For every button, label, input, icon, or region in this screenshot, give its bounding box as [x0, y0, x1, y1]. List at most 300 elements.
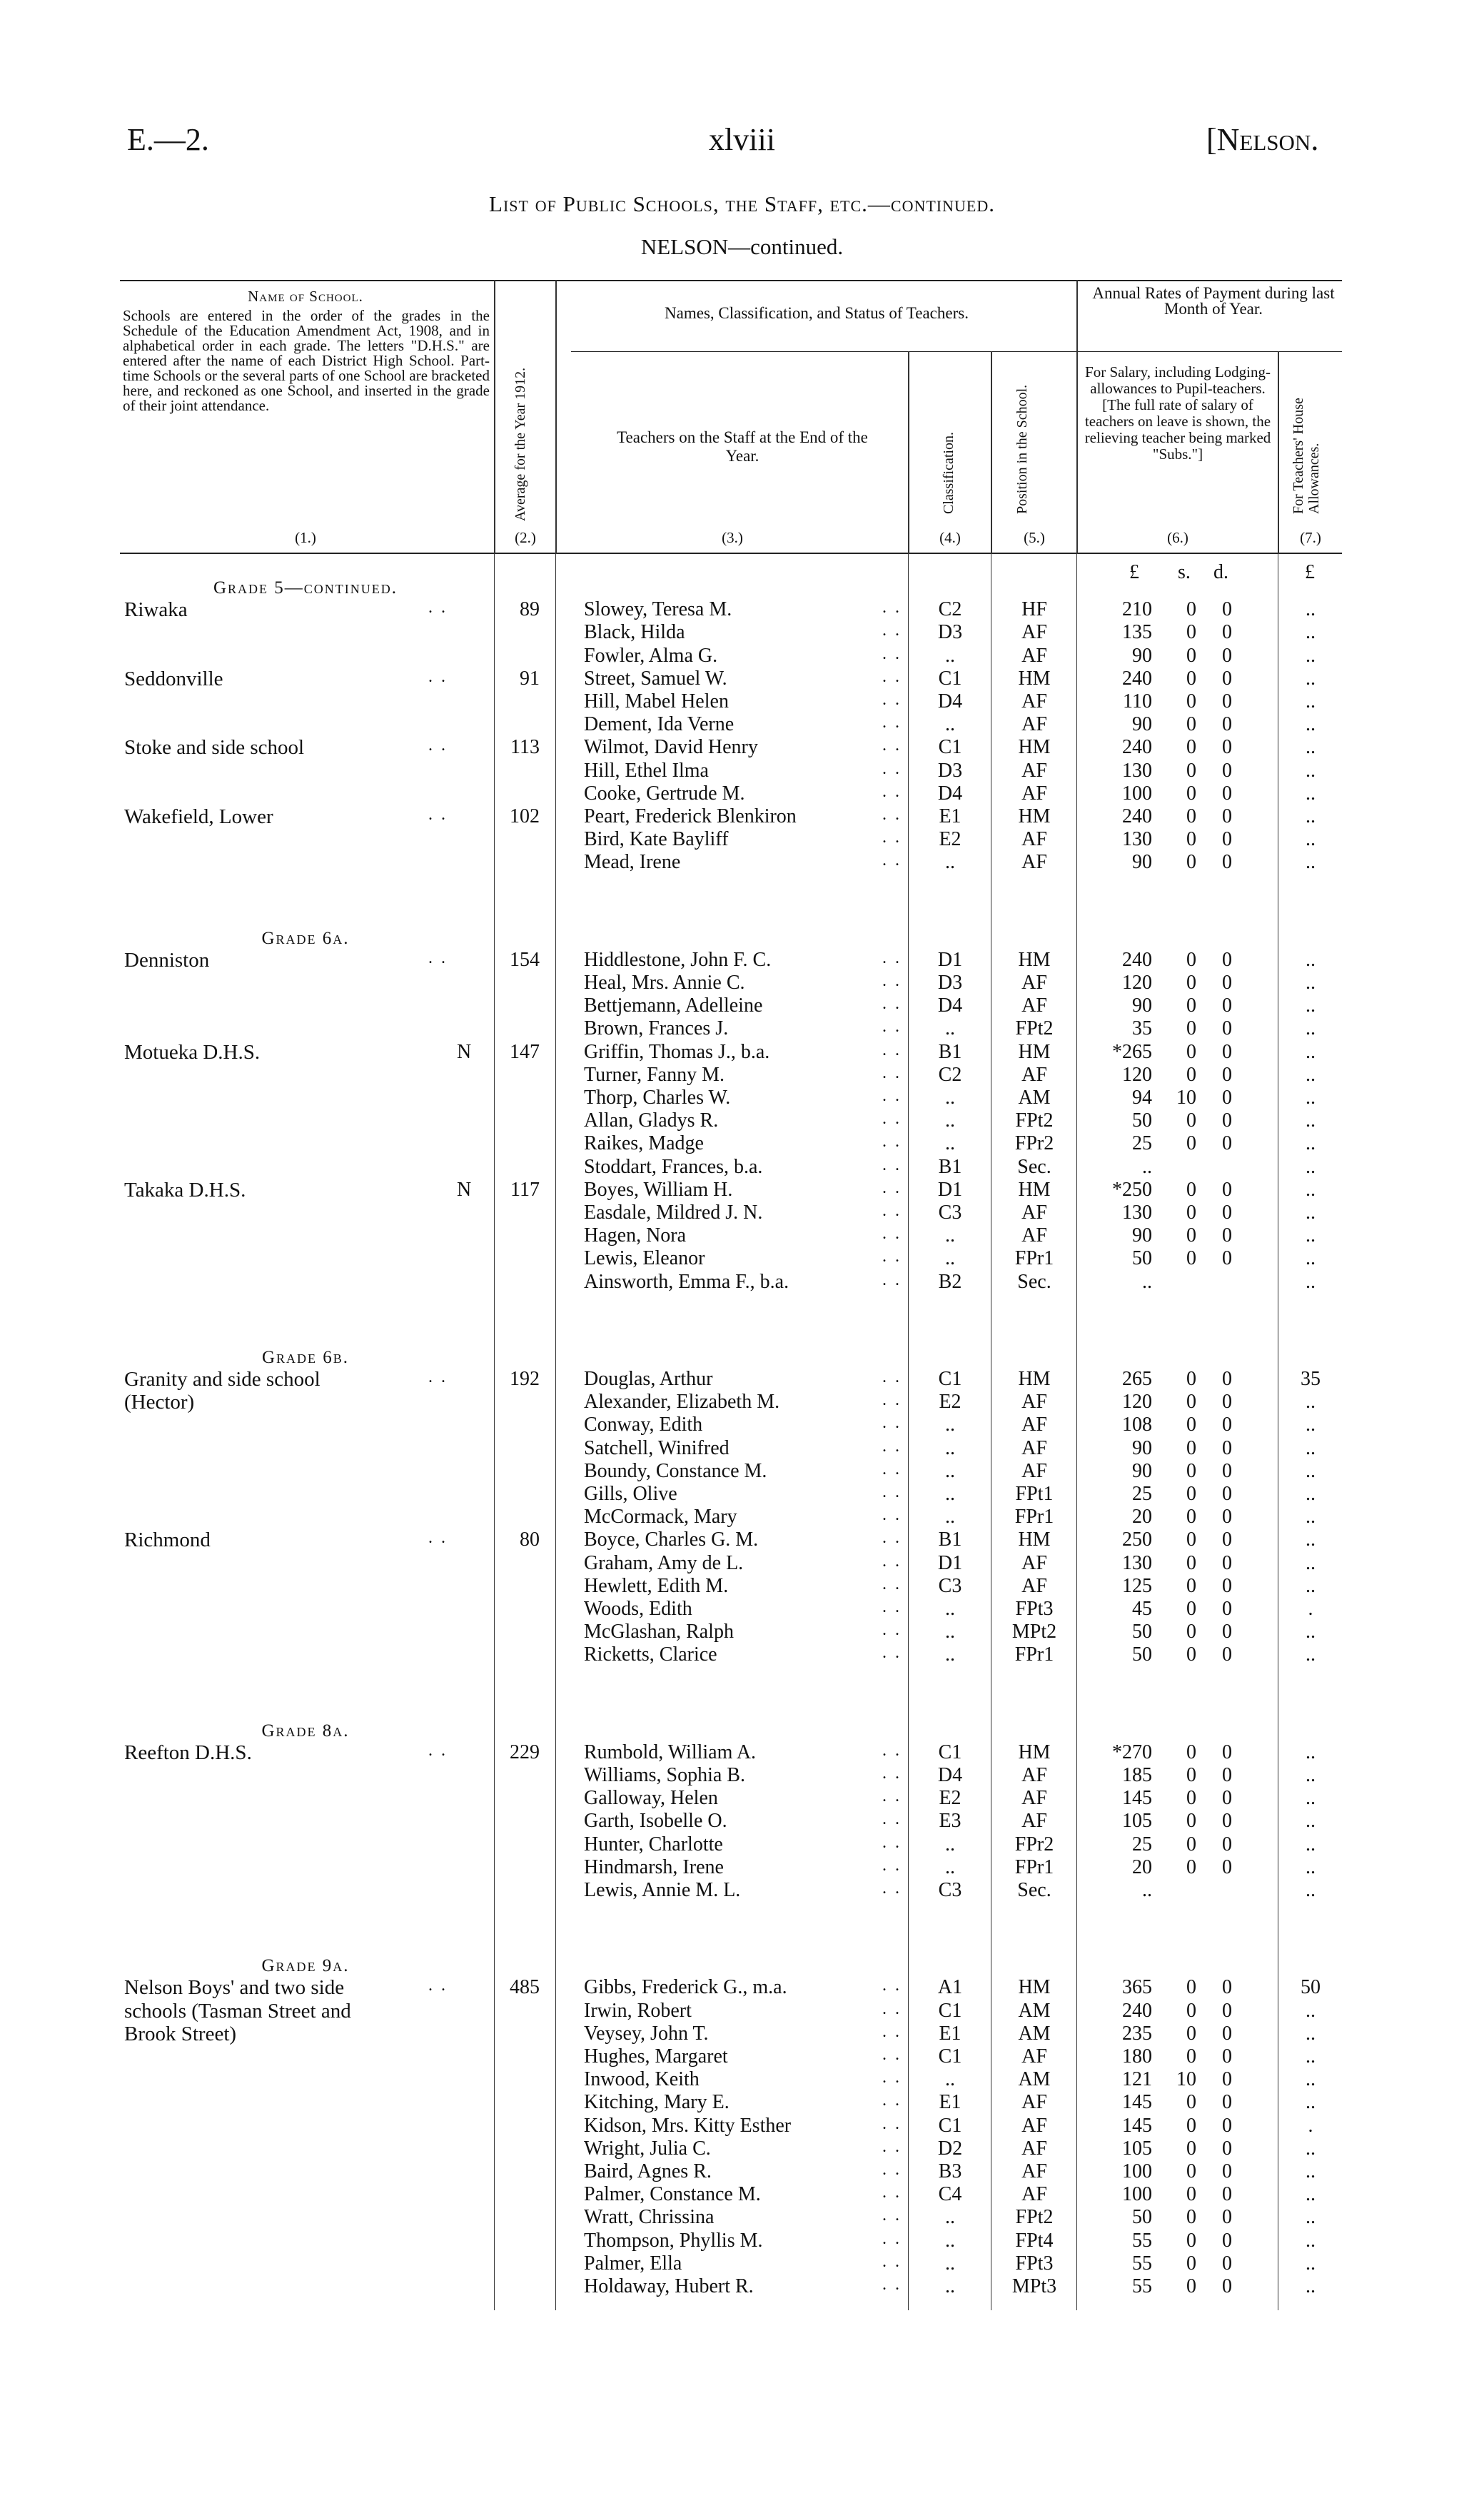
salary-pence: 0: [1222, 736, 1232, 759]
teacher-name: Veysey, John T.: [584, 2022, 709, 2045]
salary-pounds: ..: [1142, 1155, 1152, 1178]
salary-pence: 0: [1222, 2252, 1232, 2275]
classification: ..: [945, 1132, 955, 1155]
school-name: (Hector): [124, 1391, 195, 1414]
salary-pence: 0: [1222, 2229, 1232, 2252]
salary-shillings: 0: [1186, 782, 1196, 805]
col1-title: Name of School.: [248, 288, 363, 305]
salary-shillings: 0: [1186, 2229, 1196, 2252]
position: AM: [1018, 2068, 1051, 2091]
salary-pence: 0: [1222, 1132, 1232, 1155]
salary-pence: 0: [1222, 1999, 1232, 2022]
house-allowance: ..: [1306, 1529, 1316, 1551]
classification: B1: [938, 1040, 962, 1063]
salary-pence: 0: [1222, 2045, 1232, 2068]
position: FPr1: [1014, 1247, 1054, 1270]
house-allowance: ..: [1306, 2229, 1316, 2252]
salary-pounds: 265: [1122, 1368, 1152, 1390]
classification: ..: [945, 2068, 955, 2091]
salary-pounds: 100: [1122, 2160, 1152, 2182]
salary-shillings: 0: [1186, 1459, 1196, 1482]
house-allowance: ..: [1306, 1741, 1316, 1763]
house-allowance: ..: [1306, 644, 1316, 667]
position: AF: [1021, 828, 1047, 851]
house-allowance: ..: [1306, 1132, 1316, 1155]
classification: D3: [937, 759, 963, 782]
salary-pounds: 25: [1132, 1833, 1152, 1855]
classification: D4: [937, 782, 963, 805]
house-allowance: ..: [1306, 805, 1316, 827]
unit-shillings: s.: [1178, 561, 1191, 583]
grade-heading: Grade 8a.: [261, 1721, 350, 1741]
teacher-name: Hunter, Charlotte: [584, 1833, 723, 1855]
classification: D4: [937, 1764, 963, 1786]
salary-pounds: 20: [1132, 1855, 1152, 1878]
leader-dots: . .: [882, 2229, 902, 2248]
leader-dots: . .: [882, 1643, 902, 1663]
teacher-name: Wilmot, David Henry: [584, 736, 758, 759]
house-allowance: ..: [1306, 2022, 1316, 2045]
col5-title: Position in the School.: [1014, 384, 1030, 514]
salary-pence: 0: [1222, 2275, 1232, 2297]
leader-dots: . .: [882, 2068, 902, 2088]
salary-pounds: 120: [1122, 1063, 1152, 1086]
leader-dots: . .: [428, 598, 448, 618]
position: FPr2: [1014, 1833, 1054, 1855]
house-allowance: ..: [1306, 690, 1316, 712]
salary-shillings: 0: [1186, 2045, 1196, 2068]
leader-dots: . .: [882, 1414, 902, 1433]
house-allowance: ..: [1306, 598, 1316, 621]
salary-pence: 0: [1222, 690, 1232, 712]
leader-dots: . .: [882, 782, 902, 801]
position: AM: [1018, 1999, 1051, 2022]
classification: ..: [945, 1483, 955, 1505]
salary-shillings: 0: [1186, 1178, 1196, 1201]
salary-pounds: 45: [1132, 1598, 1152, 1620]
page-ref-right: [Nelson.: [1206, 122, 1319, 157]
average-attendance: 154: [510, 948, 540, 971]
classification: D2: [937, 2137, 963, 2160]
salary-pounds: 145: [1122, 2114, 1152, 2137]
position: AF: [1021, 1414, 1047, 1436]
leader-dots: . .: [882, 1368, 902, 1386]
classification: C3: [938, 1574, 962, 1597]
leader-dots: . .: [428, 1368, 448, 1386]
school-name: Brook Street): [124, 2022, 237, 2045]
salary-pence: 0: [1222, 1391, 1232, 1414]
house-allowance: ..: [1306, 736, 1316, 759]
salary-pounds: 50: [1132, 2206, 1152, 2229]
salary-shillings: 0: [1186, 1574, 1196, 1597]
teacher-name: Cooke, Gertrude M.: [584, 782, 745, 805]
leader-dots: . .: [882, 1879, 902, 1898]
classification: C1: [938, 667, 962, 690]
leader-dots: . .: [882, 2114, 902, 2133]
house-allowance: ..: [1306, 1414, 1316, 1436]
salary-shillings: 0: [1186, 1436, 1196, 1459]
leader-dots: . .: [882, 690, 902, 709]
position: HM: [1018, 1529, 1051, 1551]
teacher-name: Gills, Olive: [584, 1483, 677, 1505]
leader-dots: . .: [428, 805, 448, 824]
salary-pence: 0: [1222, 1506, 1232, 1529]
leader-dots: . .: [882, 1109, 902, 1129]
salary-shillings: 0: [1186, 1741, 1196, 1763]
average-attendance: 147: [510, 1040, 540, 1063]
salary-pence: 0: [1222, 1459, 1232, 1482]
teacher-name: Lewis, Annie M. L.: [584, 1879, 741, 1901]
grade-heading: Grade 6b.: [261, 1347, 350, 1367]
salary-pence: 0: [1222, 1529, 1232, 1551]
leader-dots: . .: [882, 2022, 902, 2041]
salary-pounds: 121: [1122, 2068, 1152, 2091]
classification: ..: [945, 1598, 955, 1620]
house-allowance: ..: [1306, 1270, 1316, 1293]
salary-shillings: 0: [1186, 1643, 1196, 1666]
salary-pounds: 145: [1122, 2091, 1152, 2114]
leader-dots: . .: [428, 736, 448, 755]
position: AF: [1021, 2091, 1047, 2114]
leader-dots: . .: [882, 1810, 902, 1829]
page-title: List of Public Schools, the Staff, etc.—continued.: [489, 191, 995, 216]
classification: ..: [945, 644, 955, 667]
house-allowance: ..: [1306, 1999, 1316, 2022]
position: HM: [1018, 1368, 1051, 1390]
teacher-name: Inwood, Keith: [584, 2068, 700, 2091]
position: HM: [1018, 1741, 1051, 1763]
classification: B2: [938, 1270, 962, 1293]
salary-pounds: 240: [1122, 1999, 1152, 2022]
salary-pounds: 108: [1122, 1414, 1152, 1436]
teacher-name: Griffin, Thomas J., b.a.: [584, 1040, 770, 1063]
classification: E2: [939, 1787, 961, 1810]
salary-shillings: 0: [1186, 1810, 1196, 1833]
position: FPt3: [1015, 2252, 1054, 2275]
leader-dots: . .: [882, 2091, 902, 2110]
teacher-name: Peart, Frederick Blenkiron: [584, 805, 797, 827]
classification: C1: [938, 1368, 962, 1390]
leader-dots: . .: [882, 1483, 902, 1501]
salary-shillings: 0: [1186, 1833, 1196, 1855]
average-attendance: 192: [510, 1368, 540, 1390]
position: MPt2: [1011, 1621, 1057, 1643]
house-allowance: ..: [1306, 1787, 1316, 1810]
teacher-name: Ricketts, Clarice: [584, 1643, 717, 1666]
position: FPt2: [1015, 1017, 1054, 1040]
leader-dots: . .: [882, 1506, 902, 1525]
house-allowance: ..: [1306, 2160, 1316, 2182]
salary-pounds: 20: [1132, 1506, 1152, 1529]
classification: ..: [945, 1017, 955, 1040]
salary-pence: 0: [1222, 621, 1232, 644]
classification: ..: [945, 1109, 955, 1132]
salary-shillings: 0: [1186, 1529, 1196, 1551]
salary-pounds: 130: [1122, 1202, 1152, 1224]
classification: D1: [937, 1551, 963, 1574]
house-allowance: ..: [1306, 1017, 1316, 1040]
house-allowance: ..: [1306, 994, 1316, 1017]
teacher-name: Holdaway, Hubert R.: [584, 2275, 754, 2297]
salary-pounds: 90: [1132, 1436, 1152, 1459]
classification: E1: [939, 2091, 961, 2114]
position: AF: [1021, 851, 1047, 874]
salary-shillings: 0: [1186, 1132, 1196, 1155]
position: Sec.: [1017, 1155, 1051, 1178]
classification: ..: [945, 1621, 955, 1643]
position: FPt1: [1015, 1483, 1054, 1505]
teacher-name: Hagen, Nora: [584, 1224, 687, 1247]
salary-pence: 0: [1222, 1551, 1232, 1574]
salary-pence: 0: [1222, 1087, 1232, 1109]
position: AF: [1021, 1224, 1047, 1247]
position: AF: [1021, 2114, 1047, 2137]
classification: C1: [938, 2114, 962, 2137]
classification: D3: [937, 621, 963, 644]
salary-pence: 0: [1222, 1643, 1232, 1666]
house-allowance: ..: [1306, 1621, 1316, 1643]
school-name: Takaka D.H.S.: [124, 1178, 246, 1202]
teacher-name: Mead, Irene: [584, 851, 681, 874]
house-allowance: ..: [1306, 1574, 1316, 1597]
leader-dots: . .: [882, 1459, 902, 1479]
col3-title: Teachers on the Staff at the End of the Year.: [617, 428, 868, 465]
position: Sec.: [1017, 1270, 1051, 1293]
position: FPr1: [1014, 1506, 1054, 1529]
salary-pence: 0: [1222, 2160, 1232, 2182]
classification: ..: [945, 1643, 955, 1666]
salary-pounds: 145: [1122, 1787, 1152, 1810]
classification: ..: [945, 1247, 955, 1270]
teacher-name: Hill, Mabel Helen: [584, 690, 729, 712]
salary-shillings: 0: [1186, 972, 1196, 994]
house-allowance: ..: [1306, 1855, 1316, 1878]
salary-pence: 0: [1222, 1621, 1232, 1643]
position: HM: [1018, 1040, 1051, 1063]
salary-shillings: 0: [1186, 2137, 1196, 2160]
teacher-name: Black, Hilda: [584, 621, 685, 644]
classification: ..: [945, 1436, 955, 1459]
classification: ..: [945, 2252, 955, 2275]
leader-dots: . .: [882, 2160, 902, 2179]
salary-pence: 0: [1222, 1574, 1232, 1597]
teacher-name: Williams, Sophia B.: [584, 1764, 745, 1786]
salary-pence: 0: [1222, 644, 1232, 667]
salary-pounds: 250: [1122, 1529, 1152, 1551]
leader-dots: . .: [882, 1063, 902, 1082]
average-attendance: 229: [510, 1741, 540, 1763]
classification: C1: [938, 1741, 962, 1763]
leader-dots: . .: [882, 1598, 902, 1616]
salary-pounds: 50: [1132, 1643, 1152, 1666]
position: AF: [1021, 1574, 1047, 1597]
col4-number: (4.): [939, 529, 961, 546]
teacher-name: Street, Samuel W.: [584, 667, 727, 690]
house-allowance: ..: [1306, 1483, 1316, 1505]
classification: ..: [945, 1224, 955, 1247]
position: AF: [1021, 1810, 1047, 1833]
salary-pence: 0: [1222, 2068, 1232, 2091]
leader-dots: . .: [882, 1529, 902, 1548]
teacher-name: Palmer, Constance M.: [584, 2183, 761, 2206]
leader-dots: . .: [882, 1224, 902, 1244]
dhs-flag: N: [457, 1040, 472, 1063]
classification: ..: [945, 1506, 955, 1529]
house-allowance: ..: [1306, 1643, 1316, 1666]
grade-heading: Grade 6a.: [261, 928, 350, 948]
salary-pence: 0: [1222, 1833, 1232, 1855]
salary-pounds: *270: [1112, 1741, 1152, 1763]
salary-shillings: 0: [1186, 851, 1196, 874]
salary-pounds: 90: [1132, 644, 1152, 667]
average-attendance: 91: [520, 667, 540, 690]
salary-pounds: 240: [1122, 805, 1152, 827]
grade-heading: Grade 9a.: [261, 1956, 350, 1976]
salary-pounds: 130: [1122, 759, 1152, 782]
position: AF: [1021, 2045, 1047, 2068]
teacher-name: McGlashan, Ralph: [584, 1621, 734, 1643]
position: AF: [1021, 759, 1047, 782]
salary-pence: 0: [1222, 1063, 1232, 1086]
col1-description: Schools are entered in the order of the grades in the Schedule of the Education Amendment Act, 1908, and in alphabetical order in each grade. The letters "D.H.S." are entered after the name of each District High School. Part-time Schools or the several parts of one School are bracketed here, and reckoned as one School, and inserted in the grade of their joint attendance.: [123, 307, 490, 414]
leader-dots: . .: [882, 2183, 902, 2202]
col2-number: (2.): [515, 529, 536, 546]
teacher-name: Gibbs, Frederick G., m.a.: [584, 1976, 787, 1999]
house-allowance: ..: [1306, 1247, 1316, 1270]
salary-pence: 0: [1222, 1224, 1232, 1247]
teacher-name: Douglas, Arthur: [584, 1368, 713, 1390]
school-name: Denniston: [124, 948, 210, 972]
salary-pounds: *265: [1112, 1040, 1152, 1063]
house-allowance: ..: [1306, 2252, 1316, 2275]
school-name: Seddonville: [124, 667, 223, 690]
house-allowance: .: [1308, 1598, 1313, 1620]
salary-pounds: 120: [1122, 972, 1152, 994]
house-allowance: ..: [1306, 972, 1316, 994]
salary-shillings: 0: [1186, 2206, 1196, 2229]
salary-pounds: 135: [1122, 621, 1152, 644]
house-allowance: 50: [1301, 1976, 1321, 1999]
salary-shillings: 0: [1186, 1224, 1196, 1247]
leader-dots: . .: [882, 1202, 902, 1220]
position: FPt2: [1015, 2206, 1054, 2229]
dhs-flag: N: [457, 1178, 472, 1201]
salary-pounds: 120: [1122, 1391, 1152, 1414]
salary-pence: 0: [1222, 1976, 1232, 1999]
classification: ..: [945, 2206, 955, 2229]
leader-dots: . .: [882, 1764, 902, 1783]
salary-pence: 0: [1222, 1436, 1232, 1459]
classification: D1: [937, 1178, 963, 1201]
classification: ..: [945, 713, 955, 736]
salary-pence: 0: [1222, 759, 1232, 782]
leader-dots: . .: [882, 1178, 902, 1197]
leader-dots: . .: [882, 736, 902, 755]
position: AM: [1018, 2022, 1051, 2045]
salary-pounds: 25: [1132, 1483, 1152, 1505]
house-allowance: ..: [1306, 1506, 1316, 1529]
classification: ..: [945, 1833, 955, 1855]
unit-pounds: £: [1129, 561, 1139, 583]
salary-shillings: 0: [1186, 1202, 1196, 1224]
salary-pounds: 35: [1132, 1017, 1152, 1040]
school-name: Reefton D.H.S.: [124, 1741, 252, 1764]
col2-title: Average for the Year 1912.: [513, 367, 528, 521]
teacher-name: Wright, Julia C.: [584, 2137, 711, 2160]
salary-pounds: 50: [1132, 1247, 1152, 1270]
leader-dots: . .: [882, 1270, 902, 1289]
teacher-name: Baird, Agnes R.: [584, 2160, 712, 2182]
classification: D4: [937, 690, 963, 712]
salary-shillings: 0: [1186, 1040, 1196, 1063]
house-allowance: ..: [1306, 2045, 1316, 2068]
teacher-name: Boyes, William H.: [584, 1178, 733, 1201]
leader-dots: . .: [882, 1855, 902, 1875]
teacher-name: Bettjemann, Adelleine: [584, 994, 763, 1017]
salary-shillings: 0: [1186, 1247, 1196, 1270]
salary-pence: 0: [1222, 2114, 1232, 2137]
teacher-name: Ainsworth, Emma F., b.a.: [584, 1270, 789, 1293]
position: AF: [1021, 1202, 1047, 1224]
leader-dots: . .: [428, 948, 448, 967]
house-allowance: ..: [1306, 1178, 1316, 1201]
salary-pounds: 90: [1132, 713, 1152, 736]
school-name: Riwaka: [124, 598, 188, 622]
position: AF: [1021, 972, 1047, 994]
house-allowance: ..: [1306, 713, 1316, 736]
teacher-name: Graham, Amy de L.: [584, 1551, 744, 1574]
position: AF: [1021, 1551, 1047, 1574]
house-allowance: ..: [1306, 667, 1316, 690]
salary-pence: 0: [1222, 1598, 1232, 1620]
leader-dots: . .: [882, 2137, 902, 2156]
position: HM: [1018, 1178, 1051, 1201]
teacher-name: Turner, Fanny M.: [584, 1063, 725, 1086]
house-allowance: ..: [1306, 759, 1316, 782]
leader-dots: . .: [882, 759, 902, 778]
salary-shillings: 0: [1186, 1598, 1196, 1620]
position: AF: [1021, 1764, 1047, 1786]
salary-shillings: 0: [1186, 994, 1196, 1017]
leader-dots: . .: [882, 2045, 902, 2064]
salary-shillings: 0: [1186, 598, 1196, 621]
salary-pounds: 90: [1132, 994, 1152, 1017]
salary-pounds: 90: [1132, 851, 1152, 874]
salary-shillings: 0: [1186, 1506, 1196, 1529]
position: AF: [1021, 2137, 1047, 2160]
average-attendance: 102: [510, 805, 540, 827]
position: FPt3: [1015, 1598, 1054, 1620]
classification: ..: [945, 2275, 955, 2297]
teacher-name: Hill, Ethel Ilma: [584, 759, 709, 782]
leader-dots: . .: [882, 1436, 902, 1456]
salary-pence: 0: [1222, 2022, 1232, 2045]
salary-pence: 0: [1222, 1017, 1232, 1040]
salary-shillings: 0: [1186, 1063, 1196, 1086]
salary-pence: 0: [1222, 1178, 1232, 1201]
house-allowance: ..: [1306, 1879, 1316, 1901]
house-allowance: ..: [1306, 1040, 1316, 1063]
salary-shillings: 10: [1176, 2068, 1196, 2091]
salary-pounds: 55: [1132, 2252, 1152, 2275]
teacher-name: McCormack, Mary: [584, 1506, 737, 1529]
salary-pounds: 125: [1122, 1574, 1152, 1597]
classification: E2: [939, 1391, 961, 1414]
teacher-name: Fowler, Alma G.: [584, 644, 718, 667]
salary-pounds: 180: [1122, 2045, 1152, 2068]
house-allowance: ..: [1306, 621, 1316, 644]
grade-heading: Grade 5—continued.: [213, 578, 398, 598]
